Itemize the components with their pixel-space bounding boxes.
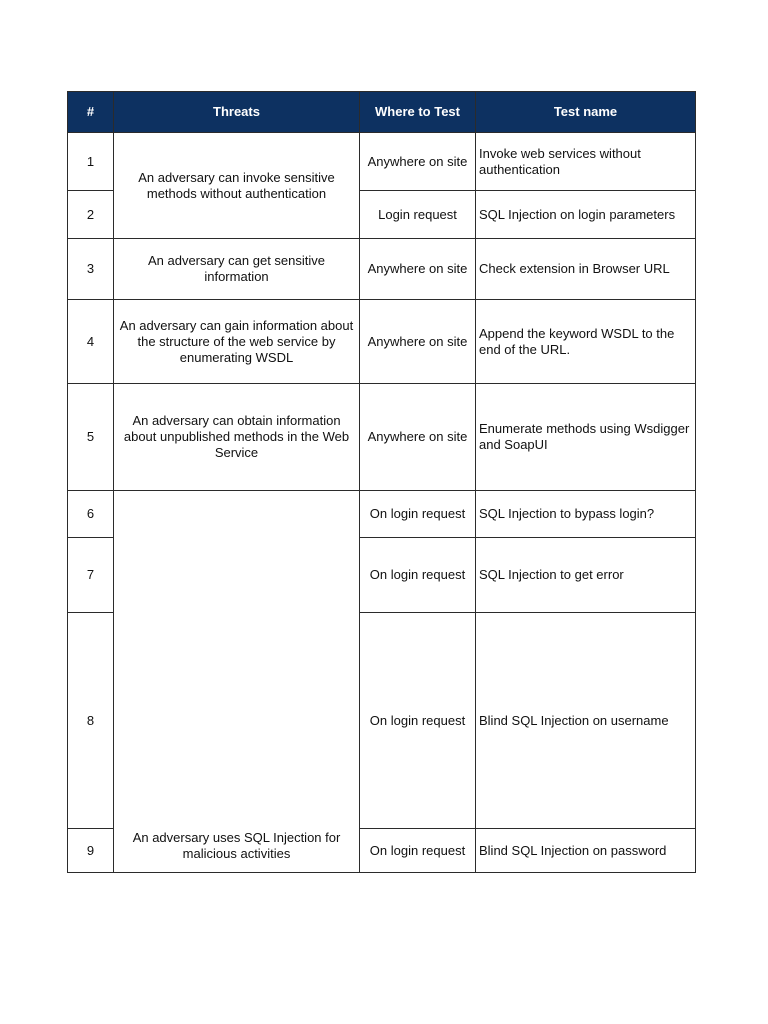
threat-cell: An adversary can invoke sensitive methods without authentication bbox=[114, 133, 360, 239]
table-row bbox=[68, 239, 696, 300]
table-body bbox=[68, 133, 696, 873]
test-name-cell: SQL Injection to get error bbox=[476, 538, 696, 613]
where-to-test-cell: On login request bbox=[360, 829, 476, 873]
row-number: 1 bbox=[68, 133, 114, 191]
test-name-cell: Check extension in Browser URL bbox=[476, 239, 696, 300]
row-number: 2 bbox=[68, 191, 114, 239]
test-name-cell: Append the keyword WSDL to the end of the URL. bbox=[476, 300, 696, 384]
where-to-test-cell: Anywhere on site bbox=[360, 239, 476, 300]
test-name-cell: SQL Injection on login parameters bbox=[476, 191, 696, 239]
row-number: 5 bbox=[68, 384, 114, 491]
header-threats: Threats bbox=[114, 92, 360, 133]
threat-cell: An adversary can obtain information about unpublished methods in the Web Service bbox=[114, 384, 360, 491]
where-to-test-cell: On login request bbox=[360, 613, 476, 829]
threat-cell: An adversary can get sensitive information bbox=[114, 239, 360, 300]
test-name-cell: Invoke web services without authentication bbox=[476, 133, 696, 191]
threat-test-table bbox=[67, 91, 696, 873]
test-name-cell: Blind SQL Injection on password bbox=[476, 829, 696, 873]
where-to-test-cell: Anywhere on site bbox=[360, 300, 476, 384]
row-number: 7 bbox=[68, 538, 114, 613]
table-row bbox=[68, 491, 696, 538]
where-to-test-cell: On login request bbox=[360, 538, 476, 613]
row-number: 9 bbox=[68, 829, 114, 873]
where-to-test-cell: Anywhere on site bbox=[360, 384, 476, 491]
threat-cell: An adversary can gain information about the structure of the web service by enumerating WSDL bbox=[114, 300, 360, 384]
row-number: 8 bbox=[68, 613, 114, 829]
header-test-name: Test name bbox=[476, 92, 696, 133]
where-to-test-cell: Anywhere on site bbox=[360, 133, 476, 191]
test-name-cell: Enumerate methods using Wsdigger and SoapUI bbox=[476, 384, 696, 491]
table-row bbox=[68, 133, 696, 191]
row-number: 6 bbox=[68, 491, 114, 538]
threat-cell: An adversary uses SQL Injection for malicious activities bbox=[114, 491, 360, 873]
row-number: 3 bbox=[68, 239, 114, 300]
test-name-cell: SQL Injection to bypass login? bbox=[476, 491, 696, 538]
table-header bbox=[68, 92, 696, 133]
test-name-cell: Blind SQL Injection on username bbox=[476, 613, 696, 829]
where-to-test-cell: On login request bbox=[360, 491, 476, 538]
header-where-to-test: Where to Test bbox=[360, 92, 476, 133]
table-row bbox=[68, 300, 696, 384]
where-to-test-cell: Login request bbox=[360, 191, 476, 239]
header-number: # bbox=[68, 92, 114, 133]
header-row bbox=[68, 92, 696, 133]
row-number: 4 bbox=[68, 300, 114, 384]
table-row bbox=[68, 384, 696, 491]
